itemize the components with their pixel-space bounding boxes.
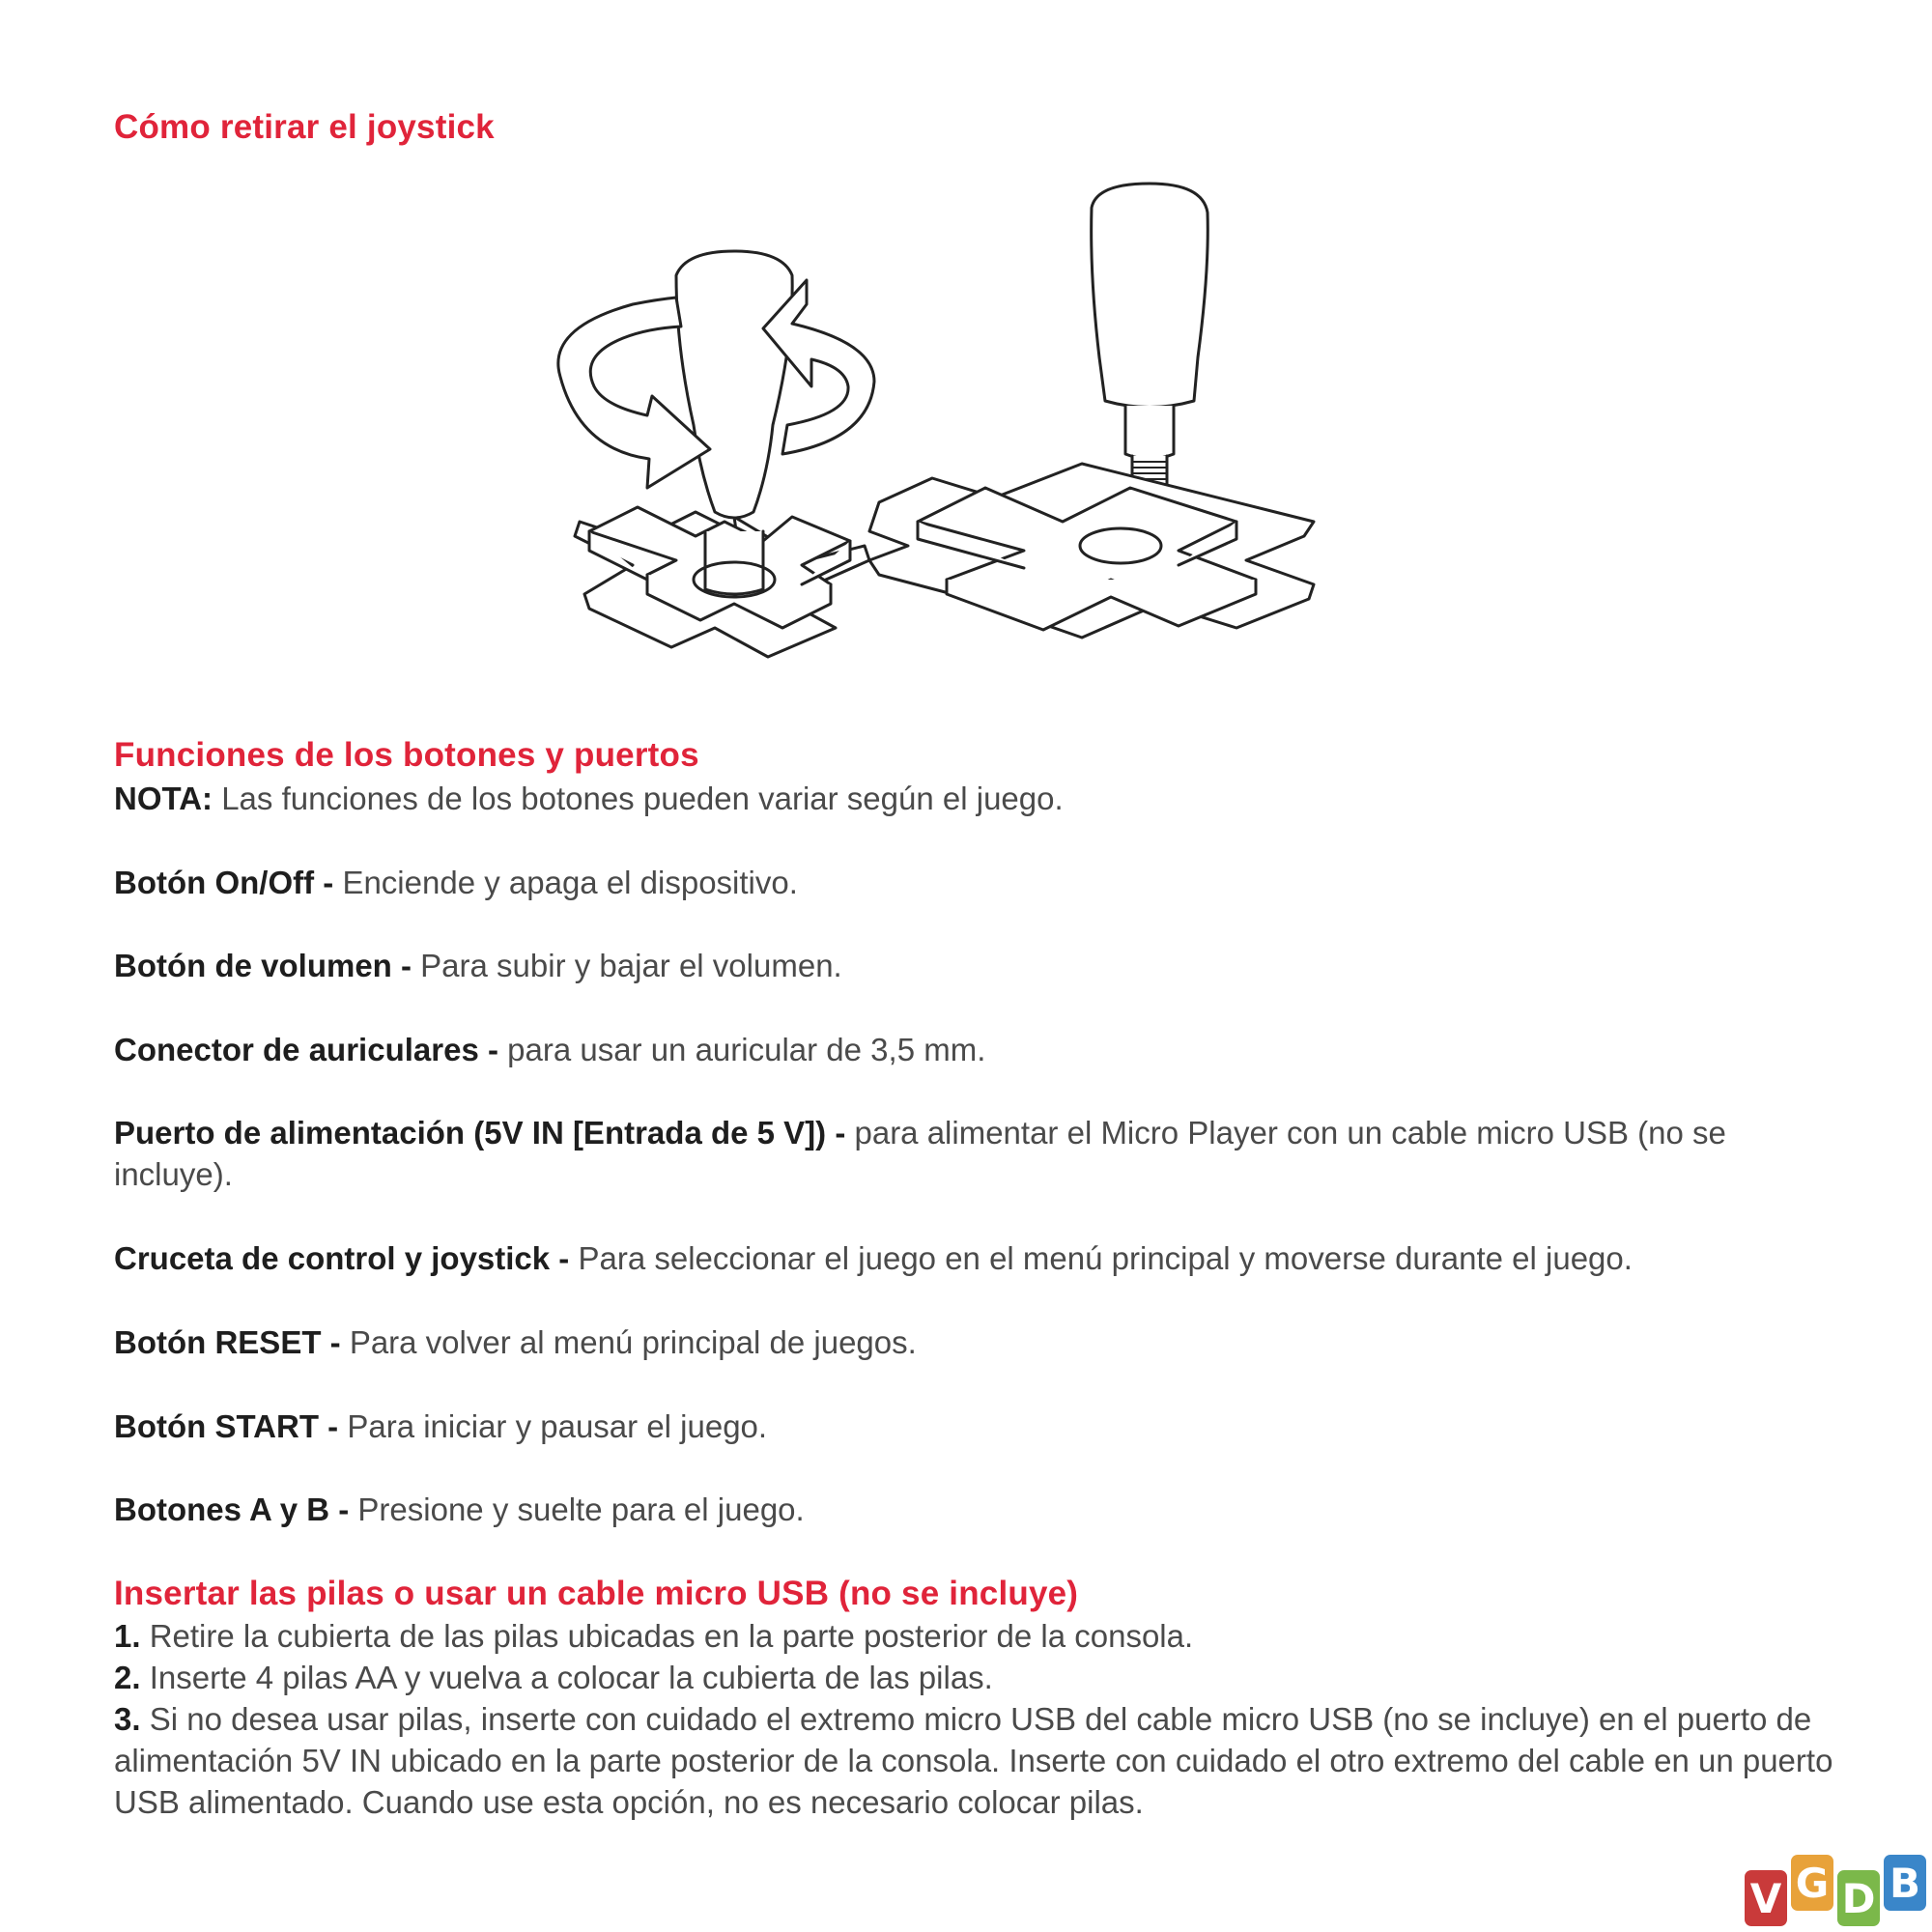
- logo-tile: D: [1837, 1870, 1880, 1926]
- section-title-batteries: Insertar las pilas o usar un cable micro USB (no se incluye): [114, 1575, 1079, 1612]
- function-item-label: Botones A y B -: [114, 1492, 358, 1527]
- logo-tile: V: [1745, 1870, 1787, 1926]
- function-item-text: Para iniciar y pausar el juego.: [347, 1408, 768, 1444]
- function-item-label: Botón START -: [114, 1408, 348, 1444]
- step-number: 2.: [114, 1660, 141, 1695]
- function-item-text: Para subir y bajar el volumen.: [420, 948, 842, 983]
- note-label: NOTA:: [114, 781, 213, 816]
- function-item-text: Para volver al menú principal de juegos.: [349, 1324, 917, 1360]
- vgdb-watermark-logo: [1745, 1855, 1926, 1926]
- step-text: Inserte 4 pilas AA y vuelva a colocar la cubierta de las pilas.: [140, 1660, 993, 1695]
- removed-joystick-icon: [869, 184, 1314, 638]
- battery-step: [114, 1615, 1833, 1657]
- function-item-a-b: [114, 1489, 1833, 1530]
- joystick-removal-illustration: [541, 106, 1507, 705]
- rotating-joystick-icon: [558, 251, 874, 657]
- function-item-label: Botón On/Off -: [114, 865, 343, 900]
- function-item-label: Botón de volumen -: [114, 948, 421, 983]
- function-item-reset: [114, 1321, 1833, 1363]
- logo-tile: B: [1884, 1855, 1926, 1911]
- function-item-text: Para seleccionar el juego en el menú principal y moverse durante el juego.: [578, 1240, 1633, 1276]
- function-item-label: Cruceta de control y joystick -: [114, 1240, 579, 1276]
- step-number: 3.: [114, 1701, 141, 1737]
- note-paragraph: [114, 778, 1833, 819]
- function-item-on-off: [114, 862, 1833, 903]
- battery-steps: [114, 1615, 1833, 1823]
- function-item-label: Botón RESET -: [114, 1324, 350, 1360]
- note-text: Las funciones de los botones pueden variar según el juego.: [213, 781, 1064, 816]
- battery-step: [114, 1657, 1833, 1698]
- section-title-removal: Cómo retirar el joystick: [114, 108, 495, 146]
- battery-step: [114, 1698, 1833, 1823]
- step-text: Retire la cubierta de las pilas ubicadas en la parte posterior de la consola.: [140, 1618, 1194, 1654]
- function-item-power-port: [114, 1112, 1833, 1195]
- function-item-start: [114, 1406, 1833, 1447]
- function-item-label: Conector de auriculares -: [114, 1032, 508, 1067]
- function-item-text: para alimentar el Micro Player con un cable micro USB (no se incluye).: [114, 1115, 1726, 1192]
- function-item-text: Enciende y apaga el dispositivo.: [342, 865, 798, 900]
- step-text: Si no desea usar pilas, inserte con cuidado el extremo micro USB del cable micro USB (no se incluye) en el puerto de alimentación 5V IN ubicado en la parte posterior de la consola. Inserte con cuidado el otro extremo del cable en un puerto USB alimentado. Cuando use esta opción, no es necesario colocar pilas.: [114, 1701, 1833, 1820]
- function-item-text: Presione y suelte para el juego.: [357, 1492, 805, 1527]
- function-item-dpad-joystick: [114, 1237, 1833, 1279]
- function-item-headphones: [114, 1029, 1833, 1070]
- step-number: 1.: [114, 1618, 141, 1654]
- logo-tile: G: [1791, 1855, 1833, 1911]
- function-item-text: para usar un auricular de 3,5 mm.: [507, 1032, 986, 1067]
- function-item-volume: [114, 945, 1833, 986]
- section-title-functions: Funciones de los botones y puertos: [114, 736, 699, 774]
- function-item-label: Puerto de alimentación (5V IN [Entrada de 5 V]) -: [114, 1115, 855, 1151]
